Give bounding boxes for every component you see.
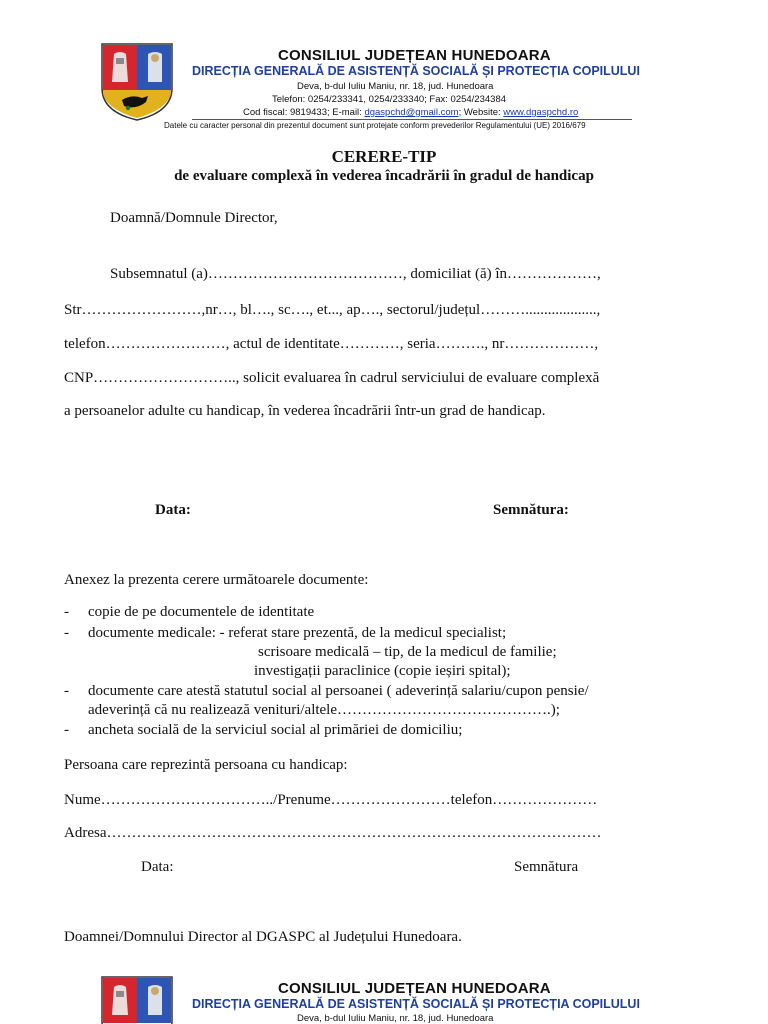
annex-medical-investigations: investigații paraclinice (copie ieșiri spital); xyxy=(254,663,511,679)
rep-signature-label: Semnătura xyxy=(514,859,579,875)
header-council-name: CONSILIUL JUDEȚEAN HUNEDOARA xyxy=(278,47,551,64)
annex-intro: Anexez la prezenta cerere următoarele documente: xyxy=(64,572,369,588)
signature-label: Semnătura: xyxy=(493,502,569,518)
date-label: Data: xyxy=(155,502,191,518)
footer-address: Deva, b-dul Iuliu Maniu, nr. 18, jud. Hunedoara xyxy=(297,1013,494,1024)
form-line-phone-id: telefon……………………, actul de identitate…………, seria………., nr………………, xyxy=(64,336,599,352)
annex-item-social-inquiry: ancheta socială de la serviciul social al primăriei de domiciliu; xyxy=(88,722,463,738)
form-line-purpose: a persoanelor adulte cu handicap, în vederea încadrării într-un grad de handicap. xyxy=(64,403,546,419)
annex-dash: - xyxy=(64,683,69,699)
footer-directorate-name: DIRECȚIA GENERALĂ DE ASISTENȚĂ SOCIALĂ ȘI PROTECȚIA COPILULUI xyxy=(192,997,640,1011)
header-address: Deva, b-dul Iuliu Maniu, nr. 18, jud. Hunedoara xyxy=(297,81,494,92)
representative-intro: Persoana care reprezintă persoana cu handicap: xyxy=(64,757,348,773)
email-link[interactable]: dgaspchd@gmail.com xyxy=(364,107,459,118)
coat-of-arms-logo xyxy=(100,42,174,122)
annex-dash: - xyxy=(64,604,69,620)
header-directorate-name: DIRECȚIA GENERALĂ DE ASISTENȚĂ SOCIALĂ ȘI PROTECȚIA COPILULUI xyxy=(192,64,640,78)
annex-dash: - xyxy=(64,625,69,641)
addressee-line: Doamnei/Domnului Director al DGASPC al Județului Hunedoara. xyxy=(64,929,462,945)
header-fiscal-prefix: Cod fiscal: 9819433; E-mail: xyxy=(243,107,365,118)
document-subtitle: de evaluare complexă în vederea încadrării în gradul de handicap xyxy=(174,168,594,184)
form-line-street: Str……………………,nr…, bl…., sc…., et..., ap…., sectorul/județul………..................., xyxy=(64,302,601,318)
document-title: CERERE-TIP xyxy=(331,147,437,166)
form-line-cnp: CNP……………………….., solicit evaluarea în cadrul serviciului de evaluare complexă xyxy=(64,370,600,386)
annex-medical-letter: scrisoare medicală – tip, de la medicul de familie; xyxy=(258,644,557,660)
form-line-name: Subsemnatul (a)…………………………………, domiciliat (ă) în………………, xyxy=(110,266,601,282)
annex-dash: - xyxy=(64,722,69,738)
footer-council-name: CONSILIUL JUDEȚEAN HUNEDOARA xyxy=(278,980,551,997)
annex-item-identity: copie de pe documentele de identitate xyxy=(88,604,315,620)
header-website-prefix: ; Website: xyxy=(458,107,504,118)
footer-coat-of-arms-logo xyxy=(100,975,174,1024)
header-phone: Telefon: 0254/233341, 0254/233340; Fax: 0254/234384 xyxy=(272,94,507,105)
representative-address-line: Adresa……………………………………………………………………………………… xyxy=(64,825,602,841)
representative-name-line: Nume……………………………../Prenume……………………telefon………………… xyxy=(64,792,598,808)
salutation: Doamnă/Domnule Director, xyxy=(110,210,278,226)
header-contact-line xyxy=(243,107,578,118)
header-gdpr-notice: Datele cu caracter personal din prezentul document sunt protejate conform prevederilor Regulamentului (UE) 2016/679 xyxy=(164,121,586,130)
annex-social-cont: adeverință că nu realizează venituri/altele…………………………………….); xyxy=(88,702,560,718)
website-link[interactable]: www.dgaspchd.ro xyxy=(503,107,579,118)
annex-item-social: documente care atestă statutul social al persoanei ( adeverință salariu/cupon pensie/ xyxy=(88,683,589,699)
header-divider xyxy=(192,119,632,120)
annex-item-medical: documente medicale: - referat stare prezentă, de la medicul specialist; xyxy=(88,625,507,641)
rep-date-label: Data: xyxy=(141,859,174,875)
